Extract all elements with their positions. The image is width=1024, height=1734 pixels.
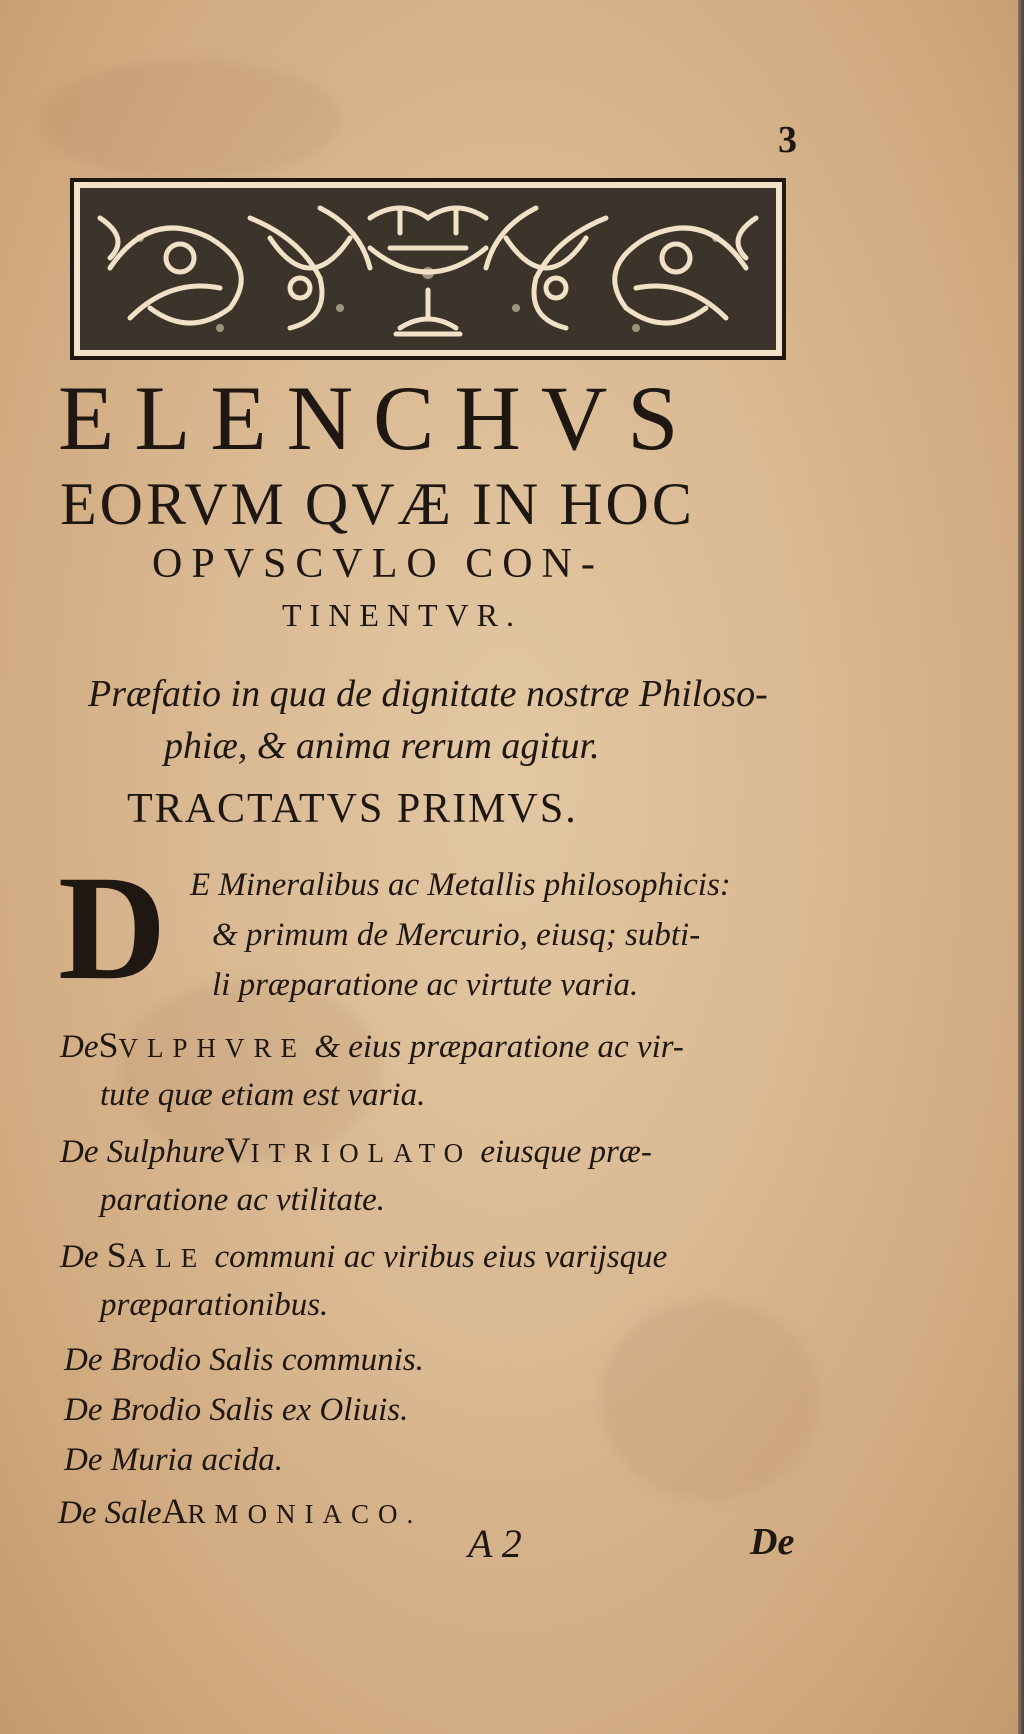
preface-entry [88, 668, 808, 772]
catchword: De [750, 1521, 795, 1563]
toc-entry-sulphur [60, 1020, 684, 1073]
toc-entry-vitriol-smallcaps: ITRIOLATO [250, 1138, 473, 1168]
toc-entry-brodio-oliuis: De Brodio Salis ex Oliuis. [64, 1392, 409, 1428]
tractatus-heading: TRACTATVS PRIMVS. [127, 786, 578, 832]
toc-entry-armoniaco-smallcaps: RMONIACO. [187, 1499, 423, 1529]
toc-entry-salt-line-2: præparationibus. [100, 1287, 329, 1323]
toc-entry-armoniaco-prefix: De Sale [58, 1495, 162, 1531]
toc-entry-minerals-line-2: & primum de Mercurio, eiusq; subti- [212, 917, 701, 953]
title-elenchus: ELENCHVS [58, 367, 699, 469]
toc-entry-salt-rest: communi ac viribus eius varijsque [214, 1239, 668, 1275]
toc-entry-sulphur-cap: S [98, 1025, 119, 1065]
woodcut-ornament-icon [70, 178, 786, 360]
toc-entry-minerals-line-3: li præparatione ac virtute varia. [212, 967, 639, 1003]
toc-entry-brodio-communis: De Brodio Salis communis. [64, 1342, 424, 1378]
toc-entry-vitriol-rest: eiusque præ- [480, 1134, 652, 1170]
preface-line-2: phiæ, & anima rerum agitur. [164, 725, 600, 767]
toc-entry-sulphur-prefix: De [60, 1029, 99, 1065]
toc-entry-sulphur-line-2: tute quæ etiam est varia. [100, 1077, 426, 1113]
toc-entry-vitriol-line-2: paratione ac vtilitate. [100, 1182, 386, 1218]
toc-entry-salt-prefix: De [60, 1239, 99, 1275]
title-line-3: OPVSCVLO CON- [152, 541, 604, 587]
toc-entry-salt-smallcaps: ALE [126, 1243, 207, 1273]
toc-entry-vitriol [60, 1125, 652, 1178]
toc-entry-salt [60, 1230, 667, 1283]
toc-entry-sulphur-rest: & eius præparatione ac vir- [314, 1029, 684, 1065]
toc-entry-salt-cap: S [106, 1235, 127, 1275]
page-number: 3 [778, 119, 797, 161]
toc-entry-muria: De Muria acida. [64, 1442, 284, 1478]
paper-stain [40, 60, 340, 180]
paper-stain [600, 1300, 820, 1500]
toc-entry-armoniaco [58, 1486, 422, 1539]
drop-cap: D [58, 845, 167, 1011]
toc-entry-vitriol-prefix: De Sulphure [60, 1134, 225, 1170]
title-line-4: TINENTVR. [282, 597, 522, 633]
page-edge [1018, 0, 1024, 1734]
toc-entry-sulphur-smallcaps: VLPHVRE [118, 1033, 307, 1063]
preface-line-1: Præfatio in qua de dignitate nostræ Philoso- [88, 673, 768, 715]
signature-mark: A 2 [468, 1521, 522, 1566]
toc-entry-vitriol-cap: V [224, 1130, 251, 1170]
toc-entry-minerals-line-1: E Mineralibus ac Metallis philosophicis: [190, 867, 731, 903]
toc-entry-armoniaco-cap: A [161, 1491, 188, 1531]
title-line-2: EORVM QVÆ IN HOC [60, 471, 695, 537]
